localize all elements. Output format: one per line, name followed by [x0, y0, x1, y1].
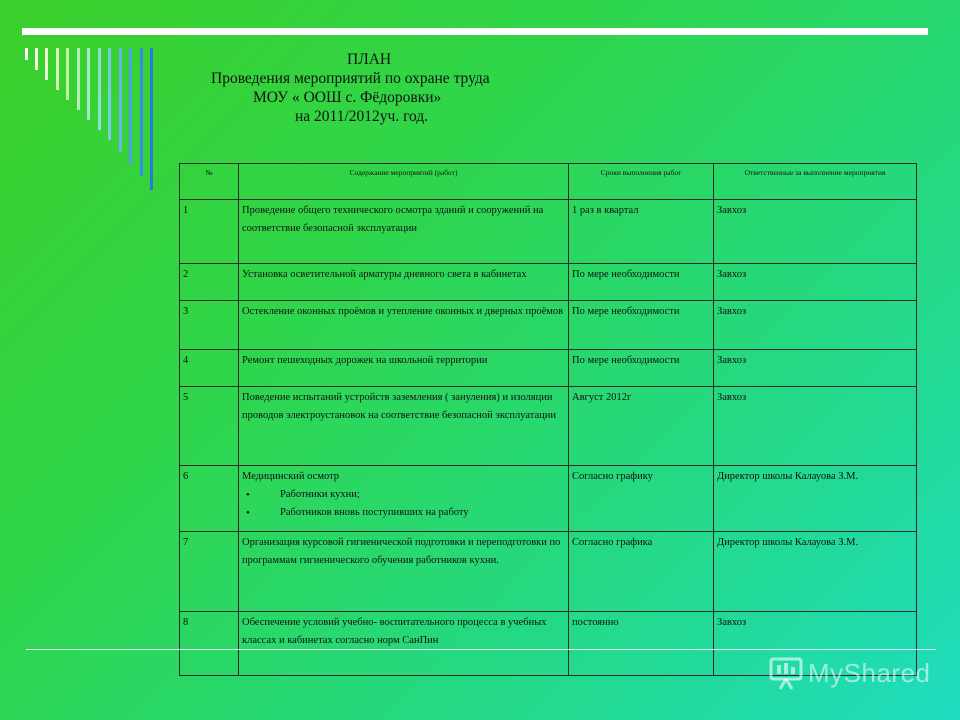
table-row	[180, 301, 917, 350]
myshared-watermark	[768, 655, 931, 691]
top-decorative-rule	[22, 28, 928, 35]
header-num: №	[180, 164, 239, 200]
row-content: Установка осветительной арматуры дневного света в кабинетах	[239, 264, 569, 301]
row-terms: Август 2012г	[569, 387, 714, 466]
deco-bar	[87, 48, 90, 120]
row-terms: постоянно	[569, 612, 714, 676]
row-responsible: Завхоз	[714, 387, 917, 466]
row-terms: По мере необходимости	[569, 350, 714, 387]
deco-bar	[129, 48, 132, 164]
presentation-board-icon	[768, 655, 804, 691]
bottom-divider	[26, 649, 936, 650]
deco-bar	[119, 48, 122, 152]
row-responsible: Завхоз	[714, 200, 917, 264]
row-responsible: Завхоз	[714, 301, 917, 350]
row-terms: По мере необходимости	[569, 301, 714, 350]
bullet-list	[242, 486, 565, 522]
row-responsible: Директор школы Калауова З.М.	[714, 532, 917, 612]
bullet-item: • Работников вновь поступивших на работу	[242, 504, 565, 522]
deco-bar	[25, 48, 28, 60]
row-num: 3	[180, 301, 239, 350]
row-num: 1	[180, 200, 239, 264]
document-title	[205, 50, 585, 126]
row-terms: Согласно графику	[569, 466, 714, 532]
bullet-item: • Работники кухни;	[242, 486, 565, 504]
row-content: Обеспечение условий учебно- воспитательного процесса в учебных классах и кабинетах согласно норм СанПин	[239, 612, 569, 676]
title-line-school: МОУ « ООШ с. Фёдоровки»	[253, 89, 442, 106]
row-terms: По мере необходимости	[569, 264, 714, 301]
table-row	[180, 200, 917, 264]
row-num: 8	[180, 612, 239, 676]
table-row	[180, 532, 917, 612]
deco-bar	[66, 48, 69, 100]
deco-bar	[108, 48, 111, 140]
header-content: Содержание мероприятий (работ)	[239, 164, 569, 200]
title-line-subject: Проведения мероприятий по охране труда	[211, 70, 490, 87]
table-header-row	[180, 164, 917, 200]
deco-bar	[140, 48, 143, 176]
row-terms: 1 раз в квартал	[569, 200, 714, 264]
deco-bar	[35, 48, 38, 70]
row-content-heading: Медицинский осмотр	[242, 471, 340, 482]
row-responsible: Завхоз	[714, 350, 917, 387]
row-num: 5	[180, 387, 239, 466]
deco-bar	[150, 48, 153, 190]
title-line-plan: ПЛАН	[347, 51, 392, 68]
row-content-medical	[239, 466, 569, 532]
header-responsible: Ответственные за выполнение мероприятия	[714, 164, 917, 200]
watermark-text: MyShared	[808, 657, 931, 688]
table-row	[180, 466, 917, 532]
plan-table	[179, 163, 917, 676]
row-content: Ремонт пешеходных дорожек на школьной территории	[239, 350, 569, 387]
row-num: 7	[180, 532, 239, 612]
row-content: Остекление оконных проёмов и утепление оконных и дверных проёмов	[239, 301, 569, 350]
row-content: Проведение общего технического осмотра зданий и сооружений на соответствие безопасной эксплуатации	[239, 200, 569, 264]
row-num: 4	[180, 350, 239, 387]
row-num: 6	[180, 466, 239, 532]
title-line-year: на 2011/2012уч. год.	[295, 108, 429, 125]
row-content: Поведение испытаний устройств заземления ( зануления) и изоляции проводов электроустановок на соответствие безопасной эксплуатации	[239, 387, 569, 466]
deco-bar	[98, 48, 101, 130]
deco-bar	[77, 48, 80, 110]
row-responsible: Директор школы Калауова З.М.	[714, 466, 917, 532]
row-content: Организация курсовой гигиенической подготовки и переподготовки по программам гигиенического обучения работников кухни.	[239, 532, 569, 612]
row-terms: Согласно графика	[569, 532, 714, 612]
row-num: 2	[180, 264, 239, 301]
deco-bar	[45, 48, 48, 80]
header-terms: Сроки выполнения работ	[569, 164, 714, 200]
table-row	[180, 387, 917, 466]
table-row	[180, 264, 917, 301]
deco-bar	[56, 48, 59, 90]
table-row	[180, 350, 917, 387]
row-responsible: Завхоз	[714, 264, 917, 301]
row-responsible: Завхоз	[714, 612, 917, 676]
